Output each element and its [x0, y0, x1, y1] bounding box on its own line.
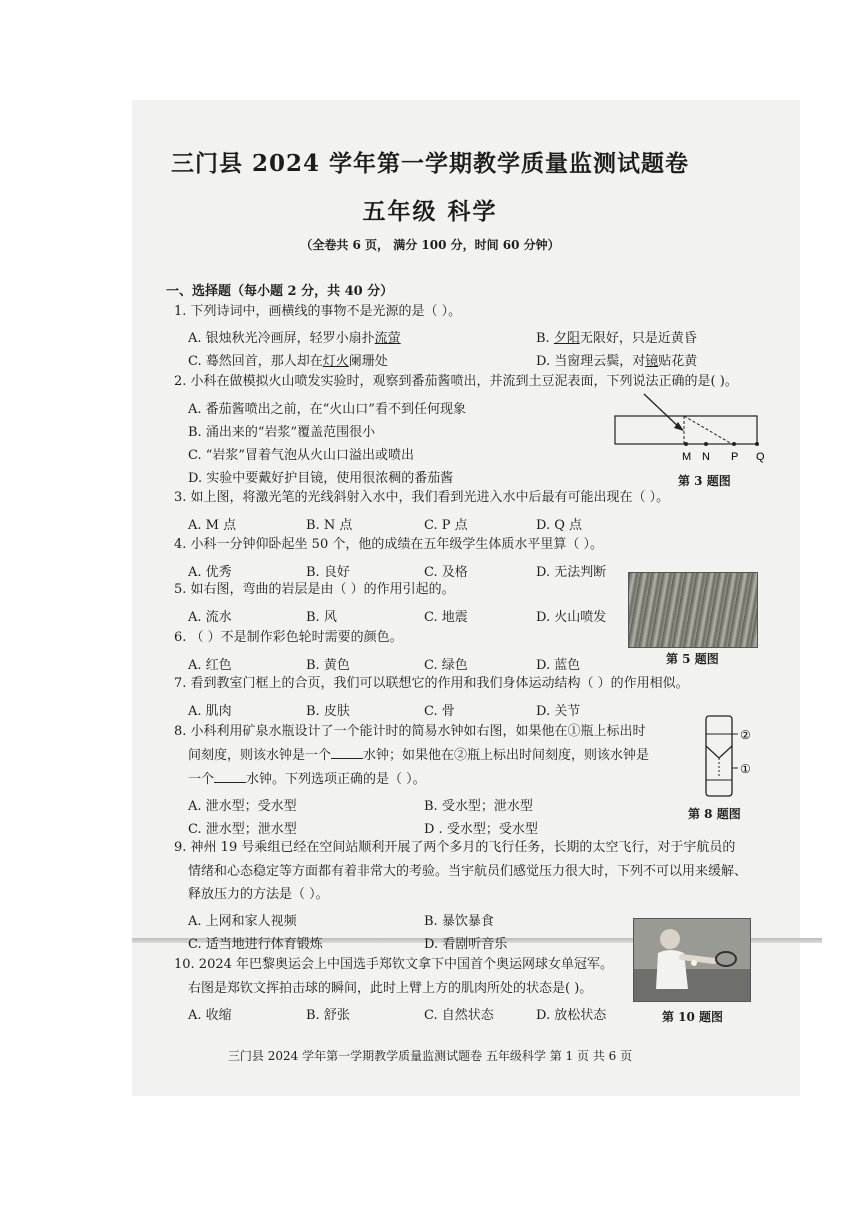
q10-option-b: B. 舒张 — [306, 1008, 350, 1023]
water-tank — [615, 416, 757, 444]
q5-option-b: B. 风 — [306, 610, 337, 625]
q5-option-d: D. 火山喷发 — [536, 610, 607, 625]
tennis-player-photo — [633, 918, 751, 1002]
fig3-diagram — [612, 390, 772, 464]
q5-option-c: C. 地震 — [424, 610, 468, 625]
point-q — [755, 442, 759, 446]
refracted-path — [684, 416, 732, 444]
q4-option-a: A. 优秀 — [188, 565, 232, 580]
q7-option-b: B. 皮肤 — [306, 704, 350, 719]
fig3-caption: 第 3 题图 — [678, 474, 731, 488]
q5-stem: 5. 如右图，弯曲的岩层是由（ ）的作用引起的。 — [174, 582, 455, 597]
q1-option-c: C. 蓦然回首，那人却在灯火阑珊处 — [188, 354, 388, 369]
label-p: P — [731, 451, 739, 463]
q3-option-b: B. N 点 — [306, 518, 353, 533]
exam-title: 三门县 2024 学年第一学期教学质量监测试题卷 — [170, 150, 690, 177]
q2-option-c: C. “岩浆”冒着气泡从火山口溢出或喷出 — [188, 448, 415, 463]
q3-option-c: C. P 点 — [424, 518, 468, 533]
player-arm — [682, 957, 714, 961]
rock-layers-photo — [628, 572, 758, 648]
q9-line3: 释放压力的方法是（ ）。 — [188, 887, 329, 902]
q2-stem: 2. 小科在做模拟火山喷发实验时，观察到番茄酱喷出，并流到土豆泥表面，下列说法正确的是( )。 — [174, 374, 738, 389]
q5-option-a: A. 流水 — [188, 610, 232, 625]
q7-stem: 7. 看到教室门框上的合页，我们可以联想它的作用和我们身体运动结构（ ）的作用相似。 — [174, 676, 689, 691]
q1-option-d: D. 当窗理云鬓，对镜贴花黄 — [536, 354, 698, 369]
q9-option-c: C. 适当地进行体育锻炼 — [188, 937, 323, 952]
q9-line1: 9. 神州 19 号乘组已经在空间站顺利开展了两个多月的飞行任务，长期的太空飞行，对于宇航员的 — [174, 840, 736, 855]
q8-option-c: C. 泄水型；泄水型 — [188, 822, 297, 837]
q1-stem: 1. 下列诗词中，画横线的事物不是光源的是（ ）。 — [174, 304, 462, 319]
exam-info: （全卷共 6 页， 满分 100 分，时间 60 分钟） — [300, 238, 560, 252]
page-footer: 三门县 2024 学年第一学期教学质量监测试题卷 五年级科学 第 1 页 共 6 页 — [227, 1049, 633, 1063]
tennis-ball-icon — [691, 960, 697, 966]
point-m — [684, 442, 688, 446]
player-head — [660, 929, 680, 949]
q1-option-a: A. 银烛秋光冷画屏，轻罗小扇扑流萤 — [188, 331, 401, 346]
q2-option-b: B. 涌出来的“岩浆”覆盖范围很小 — [188, 425, 376, 440]
q8-option-b: B. 受水型；泄水型 — [424, 799, 533, 814]
answer-blank-2 — [214, 770, 246, 783]
section-title: 一、选择题（每小题 2 分，共 40 分） — [166, 284, 394, 299]
q4-option-c: C. 及格 — [424, 565, 468, 580]
q6-option-c: C. 绿色 — [424, 658, 468, 673]
q9-line2: 情绪和心态稳定等方面都有着非常大的考验。当宇航员们感觉压力很大时，下列不可以用来缓解、 — [188, 864, 748, 879]
funnel-neck — [706, 746, 732, 758]
q10-option-d: D. 放松状态 — [536, 1008, 607, 1023]
q6-stem: 6. （ ）不是制作彩色轮时需要的颜色。 — [174, 630, 403, 645]
q8-line2: 间刻度，则该水钟是一个 水钟；如果他在②瓶上标出时间刻度，则该水钟是 — [188, 748, 650, 763]
q7-option-a: A. 肌肉 — [188, 704, 232, 719]
q7-option-d: D. 关节 — [536, 704, 581, 719]
q4-option-d: D. 无法判断 — [536, 565, 607, 580]
q10-option-c: C. 自然状态 — [424, 1008, 494, 1023]
bottle-outline — [706, 716, 732, 796]
q8-line3: 一个 水钟。下列选项正确的是（ ）。 — [188, 772, 426, 787]
q10-option-a: A. 收缩 — [188, 1008, 232, 1023]
fig5-caption: 第 5 题图 — [666, 652, 719, 666]
label-m: M — [682, 451, 692, 463]
q9-option-b: B. 暴饮暴食 — [424, 914, 494, 929]
label-n: N — [702, 451, 710, 463]
q9-option-d: D. 看剧听音乐 — [424, 937, 508, 952]
mark-2: ② — [740, 728, 751, 742]
q6-option-a: A. 红色 — [188, 658, 232, 673]
label-q: Q — [756, 451, 765, 463]
exam-subtitle: 五年级 科学 — [362, 198, 498, 225]
q2-option-d: D. 实验中要戴好护目镜，使用很浓稠的番茄酱 — [188, 471, 454, 486]
q4-option-b: B. 良好 — [306, 565, 350, 580]
point-n — [704, 442, 708, 446]
q3-stem: 3. 如上图，将激光笔的光线斜射入水中，我们看到光进入水中后最有可能出现在（ ）。 — [174, 490, 670, 505]
q6-option-d: D. 蓝色 — [536, 658, 581, 673]
q4-stem: 4. 小科一分钟仰卧起坐 50 个，他的成绩在五年级学生体质水平里算（ ）。 — [174, 537, 603, 552]
q3-option-d: D. Q 点 — [536, 518, 583, 533]
q8-option-a: A. 泄水型；受水型 — [188, 799, 297, 814]
mark-1: ① — [740, 762, 751, 776]
q6-option-b: B. 黄色 — [306, 658, 350, 673]
point-p — [732, 442, 736, 446]
q2-option-a: A. 番茄酱喷出之前，在“火山口”看不到任何现象 — [188, 402, 466, 417]
tennis-scene — [634, 919, 750, 1001]
q8-line1: 8. 小科利用矿泉水瓶设计了一个能计时的简易水钟如右图，如果他在①瓶上标出时 — [174, 724, 646, 739]
q10-line2: 右图是郑钦文挥拍击球的瞬间，此时上臂上方的肌肉所处的状态是( )。 — [188, 981, 593, 996]
q3-option-a: A. M 点 — [188, 518, 237, 533]
q7-option-c: C. 骨 — [424, 704, 455, 719]
water-clock-diagram — [700, 712, 770, 802]
q9-option-a: A. 上网和家人视频 — [188, 914, 297, 929]
q8-option-d: D . 受水型；受水型 — [424, 822, 538, 837]
fig10-caption: 第 10 题图 — [662, 1010, 724, 1024]
q10-line1: 10. 2024 年巴黎奥运会上中国选手郑钦文拿下中国首个奥运网球女单冠军。 — [174, 957, 614, 972]
answer-blank-1 — [331, 746, 363, 759]
q1-option-b: B. 夕阳无限好，只是近黄昏 — [536, 331, 697, 346]
fig8-caption: 第 8 题图 — [688, 807, 741, 821]
